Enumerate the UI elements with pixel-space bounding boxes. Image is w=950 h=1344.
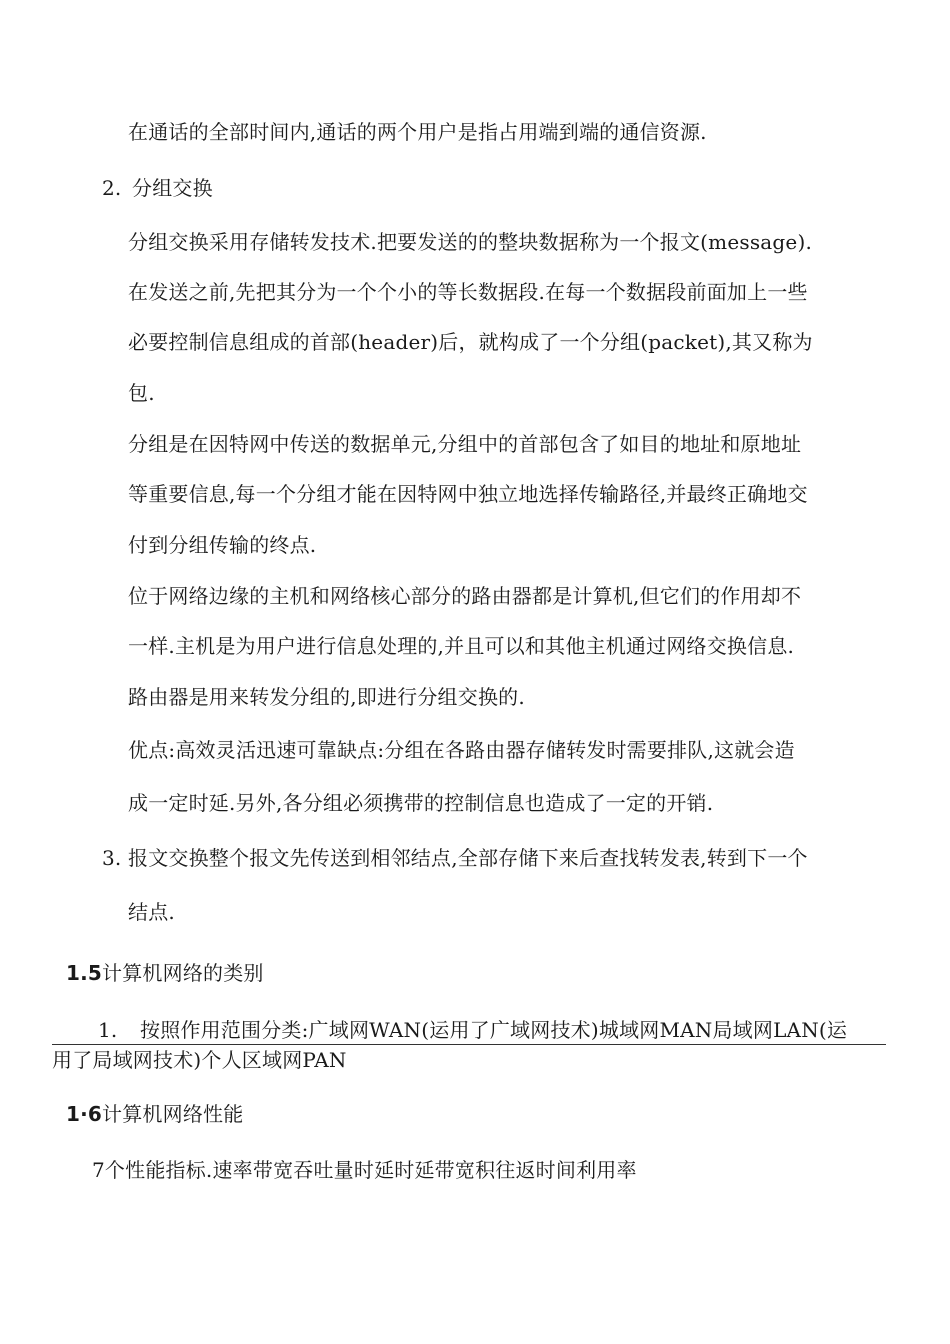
paragraph-line: 优点:高效灵活迅速可靠缺点:分组在各路由器存储转发时需要排队,这就会造	[128, 738, 795, 762]
paragraph-line: 等重要信息,每一个分组才能在因特网中独立地选择传输路径,并最终正确地交	[128, 482, 808, 506]
paragraph-line: 在发送之前,先把其分为一个个小的等长数据段.在每一个数据段前面加上一些	[128, 280, 808, 304]
section-title: 计算机网络的类别	[102, 961, 264, 985]
underline-rule	[52, 1044, 886, 1045]
section-number: 1·6	[66, 1102, 103, 1126]
paragraph-line: 分组交换采用存储转发技术.把要发送的的整块数据称为一个报文(message).	[128, 230, 813, 254]
performance-metrics-line: 7个性能指标.速率带宽吞吐量时延时延带宽积往返时间利用率	[92, 1158, 637, 1182]
list-number-3: 3.	[102, 846, 122, 870]
paragraph-line: 成一定时延.另外,各分组必须携带的控制信息也造成了一定的开销.	[128, 791, 714, 815]
paragraph-line: 报文交换整个报文先传送到相邻结点,全部存储下来后查找转发表,转到下一个	[128, 846, 808, 870]
paragraph-line: 路由器是用来转发分组的,即进行分组交换的.	[128, 685, 525, 709]
list-number-1: 1.	[98, 1018, 118, 1042]
list-title-packet-switching: 分组交换	[132, 176, 213, 200]
section-heading-1-6	[66, 1102, 243, 1126]
paragraph-line: 分组是在因特网中传送的数据单元,分组中的首部包含了如目的地址和原地址	[128, 432, 802, 456]
paragraph-line: 位于网络边缘的主机和网络核心部分的路由器都是计算机,但它们的作用却不	[128, 584, 802, 608]
intro-line: 在通话的全部时间内,通话的两个用户是指占用端到端的通信资源.	[128, 120, 707, 144]
list-number-2: 2.	[102, 176, 122, 200]
section-number: 1.5	[66, 961, 103, 985]
paragraph-line: 按照作用范围分类:广域网WAN(运用了广域网技术)城域网MAN局域网LAN(运	[140, 1018, 848, 1042]
paragraph-line: 必要控制信息组成的首部(header)后，就构成了一个分组(packet),其又称为	[128, 330, 813, 354]
paragraph-line: 包.	[128, 381, 155, 405]
paragraph-line: 一样.主机是为用户进行信息处理的,并且可以和其他主机通过网络交换信息.	[128, 634, 795, 658]
section-heading-1-5	[66, 961, 264, 985]
paragraph-line: 付到分组传输的终点.	[128, 533, 317, 557]
section-title: 计算机网络性能	[102, 1102, 244, 1126]
paragraph-line: 用了局域网技术)个人区域网PAN	[52, 1048, 347, 1072]
paragraph-line: 结点.	[128, 900, 175, 924]
